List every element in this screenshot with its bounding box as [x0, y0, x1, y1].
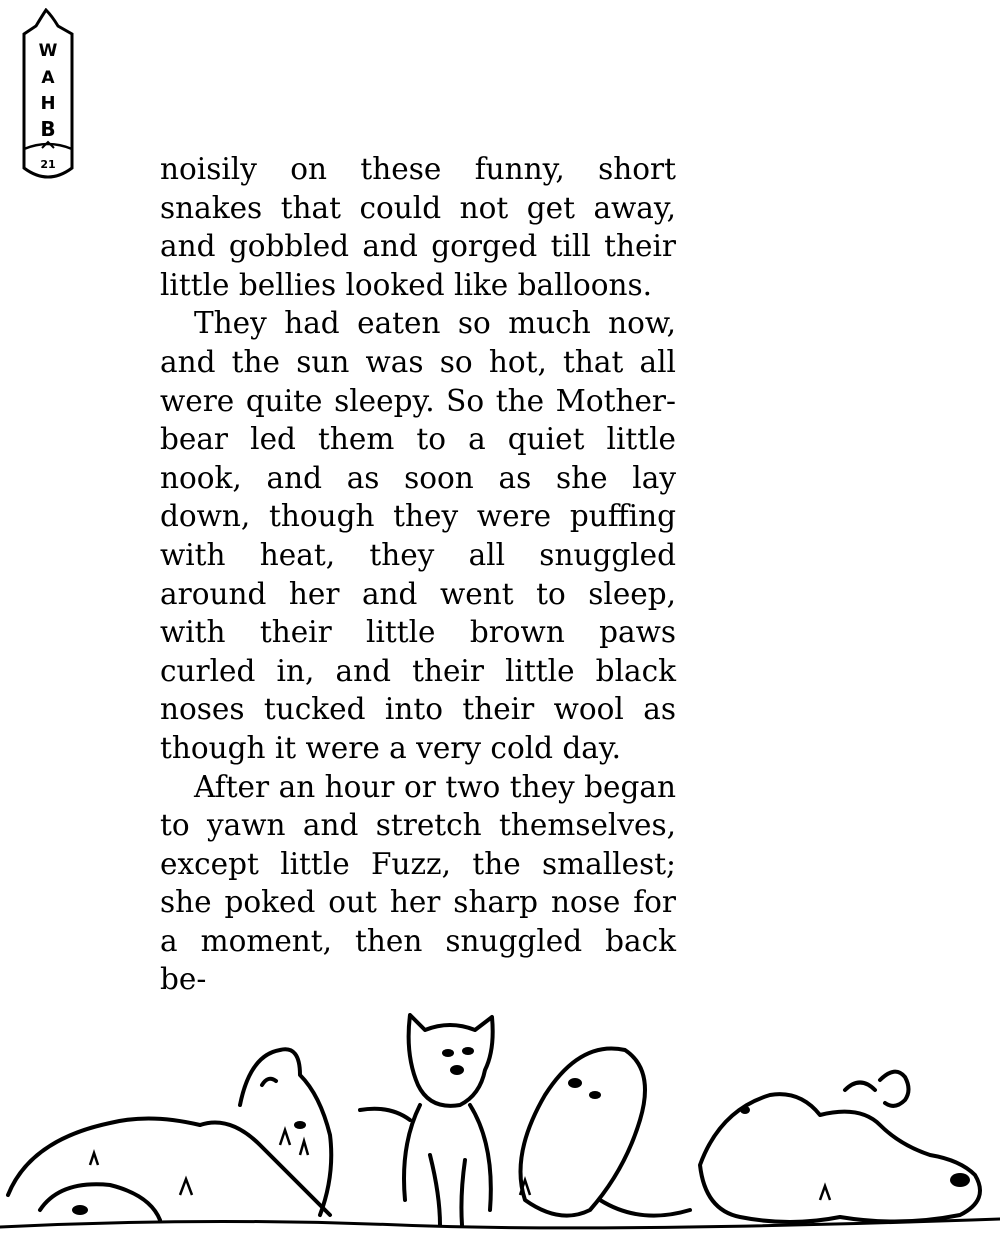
paragraph: They had eaten so much now, and the sun was so hot, that all were quite sleepy. So the Mother-bear led them to a quiet little nook, and as soon as she lay down, though they were puffing with heat, they all snuggled around her and went to sleep, with their little brown paws curled in, and their little black noses tucked into their wool as though it were a very cold day.	[160, 306, 676, 765]
body-text	[160, 150, 676, 999]
paragraph: After an hour or two they began to yawn and stretch themselves, except little Fuzz, the smallest; she poked out her sharp nose for a moment, then snuggled back be-	[160, 769, 676, 997]
monogram-letter-w: W	[38, 41, 58, 61]
monogram-letter-a: A	[41, 68, 55, 88]
page-number: 21	[40, 158, 56, 171]
bear-cub-right	[700, 1094, 980, 1222]
paragraph: noisily on these funny, short snakes that could not get away, and gobbled and gorged till their little bellies looked like balloons.	[160, 152, 676, 302]
bear-cubs-illustration	[0, 995, 1000, 1244]
bear-cub-standing-head	[409, 1015, 493, 1106]
monogram-letter-h: H	[40, 93, 56, 114]
monogram-letter-b: B	[40, 117, 56, 141]
bear-cub-back	[521, 1048, 646, 1215]
monogram-shield-icon	[14, 8, 84, 188]
